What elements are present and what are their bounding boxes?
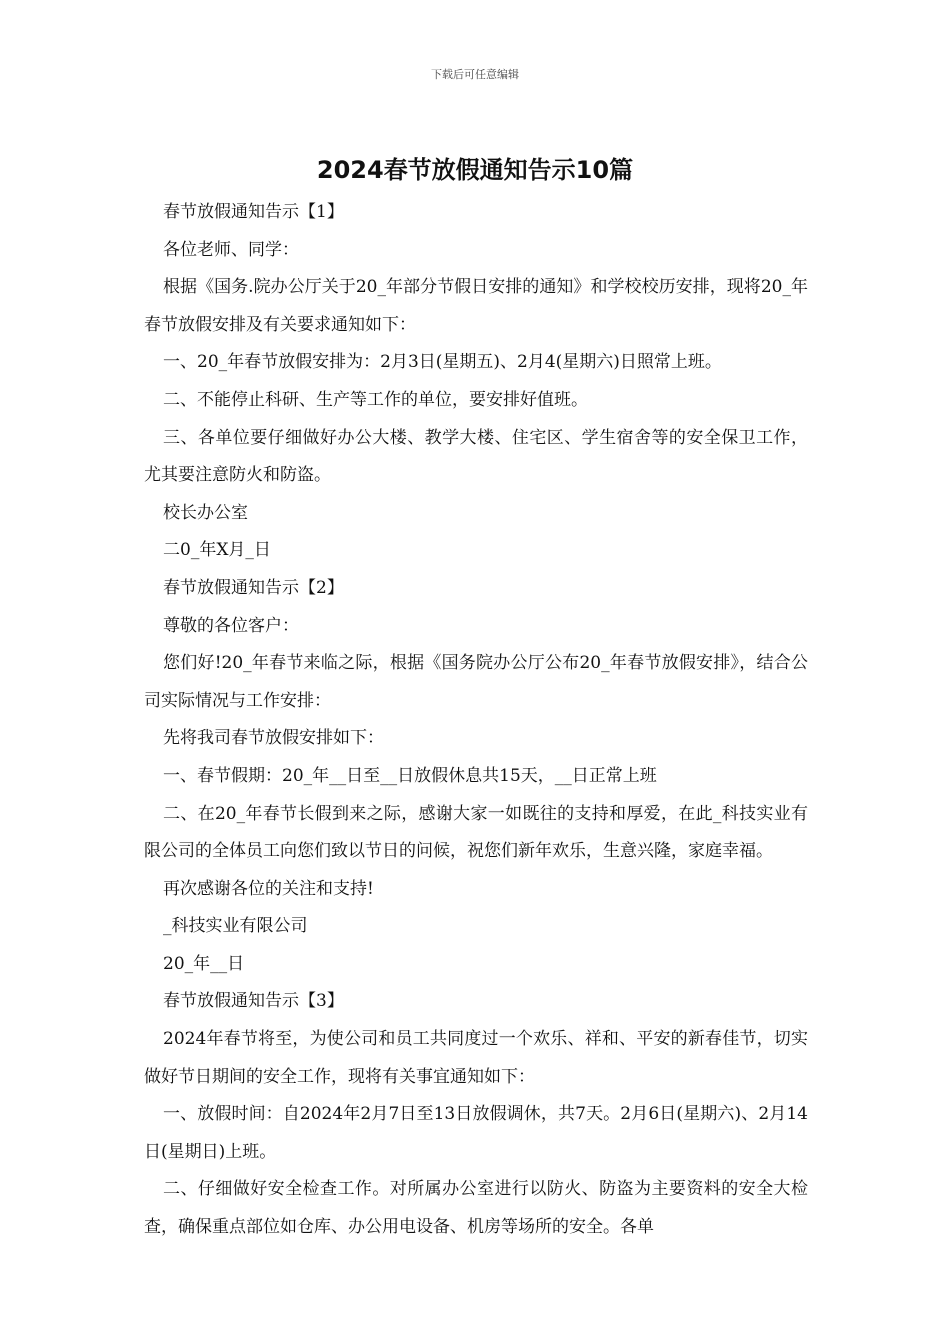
document-body (144, 194, 808, 1247)
paragraph: 先将我司春节放假安排如下： (163, 728, 384, 749)
paragraph: 2024年春节将至，为使公司和员工共同度过一个欢乐、祥和、平安的新春佳节，切实做好节日期间的安全工作，现将有关事宜通知如下： (144, 1029, 808, 1087)
salutation: 尊敬的各位客户： (163, 615, 299, 636)
header-note: 下载后可任意编辑 (431, 68, 519, 81)
signature-date: 20_年__日 (163, 953, 245, 974)
salutation: 各位老师、同学： (163, 239, 299, 260)
paragraph: 二、仔细做好安全检查工作。对所属办公室进行以防火、防盗为主要资料的安全大检查，确保重点部位如仓库、办公用电设备、机房等场所的安全。各单 (144, 1179, 808, 1238)
section-heading-3: 春节放假通知告示【3】 (163, 991, 344, 1012)
signature-company: _科技实业有限公司 (163, 916, 308, 937)
paragraph: 三、各单位要仔细做好办公大楼、教学大楼、住宅区、学生宿舍等的安全保卫工作，尤其要注意防火和防盗。 (144, 427, 808, 486)
section-heading-1: 春节放假通知告示【1】 (163, 202, 344, 222)
section-heading-2: 春节放假通知告示【2】 (163, 577, 344, 598)
paragraph: 二、在20_年春节长假到来之际，感谢大家一如既往的支持和厚爱，在此_科技实业有限公司的全体员工向您们致以节日的问候，祝您们新年欢乐，生意兴隆，家庭幸福。 (144, 803, 808, 862)
paragraph: 一、20_年春节放假安排为：2月3日(星期五)、2月4(星期六)日照常上班。 (163, 352, 722, 373)
paragraph: 再次感谢各位的关注和支持! (163, 878, 374, 899)
paragraph: 您们好!20_年春节来临之际，根据《国务院办公厅公布20_年春节放假安排》，结合公司实际情况与工作安排： (144, 653, 808, 711)
paragraph: 二、不能停止科研、生产等工作的单位，要安排好值班。 (163, 389, 588, 410)
paragraph: 一、春节假期：20_年__日至__日放假休息共15天，__日正常上班 (163, 765, 657, 786)
document-title: 2024春节放假通知告示10篇 (316, 156, 634, 184)
signature-date: 二0_年X月_日 (163, 540, 271, 561)
paragraph: 根据《国务.院办公厅关于20_年部分节假日安排的通知》和学校校历安排，现将20_年春节放假安排及有关要求通知如下： (144, 277, 808, 335)
signature-office: 校长办公室 (163, 502, 248, 523)
paragraph: 一、放假时间：自2024年2月7日至13日放假调休，共7天。2月6日(星期六)、2月14日(星期日)上班。 (144, 1104, 808, 1162)
